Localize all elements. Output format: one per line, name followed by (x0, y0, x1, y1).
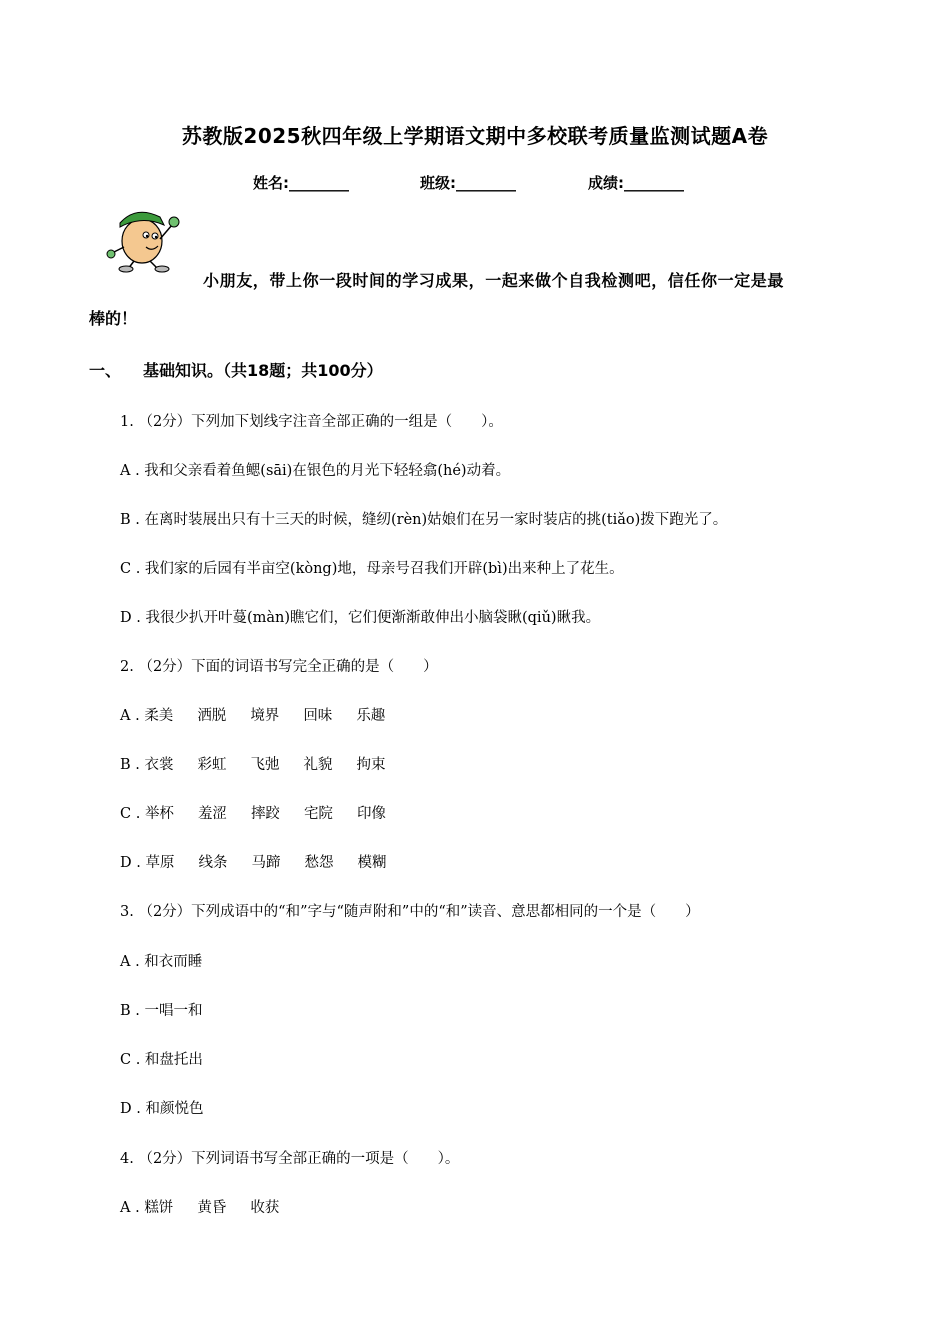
question-1-option-a[interactable]: A . 我和父亲看着鱼鳃(sāi)在银色的月光下轻轻翕(hé)动着。 (120, 463, 511, 479)
option-word: 举杯 (144, 806, 174, 822)
section-heading (89, 358, 383, 381)
name-field[interactable]: 姓名:________ (253, 174, 349, 192)
option-word: 马蹄 (251, 855, 281, 871)
question-1-option-b[interactable]: B . 在离时装展出只有十三天的时候，缝纫(rèn)姑娘们在另一家时装店的挑(tiǎo)拨下跑光了。 (120, 512, 728, 528)
intro-text-line1: 小朋友，带上你一段时间的学习成果，一起来做个自我检测吧，信任你一定是最 (203, 271, 785, 290)
option-word: 拘束 (356, 757, 386, 773)
score-field[interactable]: 成绩:________ (588, 174, 684, 192)
intro-text-line2: 棒的！ (89, 309, 138, 328)
section-number: 一、 (89, 361, 122, 380)
option-word: 线条 (198, 855, 228, 871)
option-word: 摔跤 (250, 806, 280, 822)
question-3-option-b[interactable]: B . 一唱一和 (120, 1003, 203, 1019)
option-word: 羞涩 (197, 806, 227, 822)
question-4-option-a[interactable] (120, 1196, 303, 1217)
option-word: 模糊 (357, 855, 387, 871)
option-word: 回味 (303, 708, 333, 724)
option-word: 彩虹 (197, 757, 227, 773)
option-letter: B . (120, 757, 140, 773)
question-3-option-a[interactable]: A . 和衣而睡 (120, 954, 203, 970)
option-word: 愁怨 (304, 855, 334, 871)
option-word: 衣裳 (144, 757, 174, 773)
class-field[interactable]: 班级:________ (420, 174, 516, 192)
question-1-option-d[interactable]: D . 我很少扒开叶蔓(màn)瞧它们，它们便渐渐敢伸出小脑袋瞅(qiǔ)瞅我。 (120, 610, 601, 626)
option-word: 境界 (250, 708, 280, 724)
option-word: 飞弛 (250, 757, 280, 773)
option-word: 草原 (145, 855, 175, 871)
option-word: 宅院 (303, 806, 333, 822)
option-word: 印像 (356, 806, 386, 822)
option-word: 乐趣 (356, 708, 386, 724)
question-4-stem: 4. （2分）下列词语书写全部正确的一项是（ ）。 (120, 1151, 460, 1167)
option-letter: A . (120, 1200, 140, 1216)
question-2-option-d[interactable] (120, 851, 410, 872)
option-word: 黄昏 (197, 1200, 227, 1216)
option-word: 收获 (250, 1200, 280, 1216)
document-title: 苏教版2025秋四年级上学期语文期中多校联考质量监测试题A卷 (181, 124, 769, 148)
question-2-stem: 2. （2分）下面的词语书写完全正确的是（ ） (120, 659, 438, 675)
mascot-icon (106, 203, 190, 273)
question-3-stem: 3. （2分）下列成语中的“和”字与“随声附和”中的“和”读音、意思都相同的一个是（ ） (120, 904, 700, 920)
question-2-option-a[interactable] (120, 704, 409, 725)
question-2-option-b[interactable] (120, 753, 409, 774)
section-title: 基础知识。（共18题；共100分） (143, 361, 383, 380)
question-1-option-c[interactable]: C . 我们家的后园有半亩空(kòng)地，母亲号召我们开辟(bì)出来种上了花生。 (120, 561, 624, 577)
option-letter: D . (120, 855, 141, 871)
question-3-option-d[interactable]: D . 和颜悦色 (120, 1101, 204, 1117)
option-word: 礼貌 (303, 757, 333, 773)
option-letter: C . (120, 806, 141, 822)
option-word: 柔美 (144, 708, 174, 724)
question-1-stem: 1. （2分）下列加下划线字注音全部正确的一组是（ ）。 (120, 414, 503, 430)
question-3-option-c[interactable]: C . 和盘托出 (120, 1052, 203, 1068)
option-letter: A . (120, 708, 140, 724)
option-word: 糕饼 (144, 1200, 174, 1216)
option-word: 洒脱 (197, 708, 227, 724)
question-2-option-c[interactable] (120, 802, 410, 823)
